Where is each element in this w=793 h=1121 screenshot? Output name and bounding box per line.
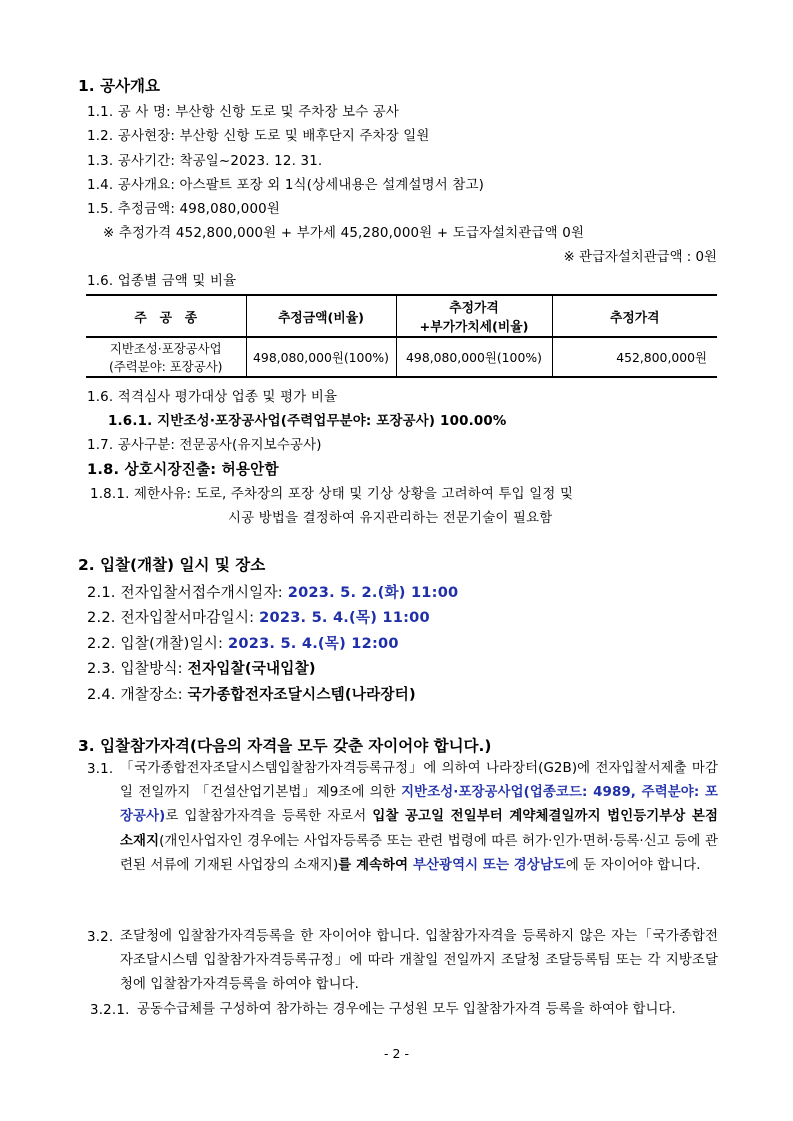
item-3-2-number: 3.2. bbox=[87, 930, 114, 945]
section-1-title: 1. 공사개요 bbox=[78, 77, 160, 95]
estimate-note: ※ 추정가격 452,800,000원 + 부가세 45,280,000원 + 도급자설치관급액 0원 bbox=[103, 226, 585, 241]
item-1-1: 1.1. 공 사 명: 부산항 신항 도로 및 주차장 보수 공사 bbox=[87, 105, 400, 120]
item-3-1-text-h: 에 둔 자이어야 합니다. bbox=[565, 857, 701, 873]
item-3-1-text-f: 를 계속하여 bbox=[338, 857, 413, 873]
item-1-8: 1.8. 상호시장진출: 허용안함 bbox=[87, 461, 279, 478]
item-3-1-license: 지반조성·포장공사업(업종코드: 4989, 주력분야: 포장공사) bbox=[120, 785, 718, 825]
item-2-2-label: 2.2. 전자입찰서마감일시: bbox=[87, 609, 260, 626]
item-3-1-location-requirement: 입찰 공고일 전일부터 계약체결일까지 법인등기부상 본점 소재지 bbox=[120, 809, 719, 849]
cell-price-plus-vat: 498,080,000원(100%) bbox=[396, 337, 552, 377]
item-1-8-1-line2: 시공 방법을 결정하여 유지관리하는 전문기술이 필요함 bbox=[228, 511, 553, 526]
item-2-4-label: 2.4. 개찰장소: bbox=[87, 686, 188, 703]
header-price-plus-vat bbox=[396, 295, 552, 337]
item-3-1-number: 3.1. bbox=[87, 762, 114, 777]
item-2-2b-value: 2023. 5. 4.(목) 12:00 bbox=[228, 635, 399, 652]
item-1-5: 1.5. 추정금액: 498,080,000원 bbox=[87, 202, 281, 217]
cell-work-type bbox=[86, 337, 246, 377]
amount-table bbox=[86, 294, 717, 378]
government-supply-note: ※ 관급자설치관급액 : 0원 bbox=[563, 250, 717, 265]
item-2-3 bbox=[87, 657, 316, 678]
item-2-2b bbox=[87, 632, 399, 653]
item-3-1-text-e: (개인사업자인 경우에는 사업자등록증 또는 관련 법령에 따른 허가·인가·면허·등록·신고 등에 관련된 서류에 기재된 사업장의 소재지) bbox=[120, 833, 718, 873]
table-row bbox=[86, 337, 717, 377]
header-work-type: 주 공 종 bbox=[86, 295, 246, 337]
cell-work-type-line1: 지반조성·포장공사업 bbox=[109, 341, 222, 356]
item-1-6: 1.6. 업종별 금액 및 비율 bbox=[87, 274, 237, 289]
item-1-6-1: 1.6.1. 지반조성·포장공사업(주력업무분야: 포장공사) 100.00% bbox=[108, 414, 507, 429]
item-2-4 bbox=[87, 683, 416, 704]
item-1-6-evaluation: 1.6. 적격심사 평가대상 업종 및 평가 비율 bbox=[87, 390, 338, 405]
item-2-1-label: 2.1. 전자입찰서접수개시일자: bbox=[87, 584, 288, 601]
table-header-row bbox=[86, 295, 717, 337]
item-2-4-value: 국가종합전자조달시스템(나라장터) bbox=[187, 686, 416, 703]
header-estimated-price: 추정가격 bbox=[552, 295, 717, 337]
item-2-2-value: 2023. 5. 4.(목) 11:00 bbox=[259, 609, 430, 626]
item-1-7: 1.7. 공사구분: 전문공사(유지보수공사) bbox=[87, 438, 322, 453]
item-1-2: 1.2. 공사현장: 부산항 신항 도로 및 배후단지 주차장 일원 bbox=[87, 129, 430, 144]
item-1-3: 1.3. 공사기간: 착공일~2023. 12. 31. bbox=[87, 154, 323, 169]
item-2-1 bbox=[87, 581, 458, 602]
cell-estimated-price: 452,800,000원 bbox=[552, 337, 717, 377]
header-price-line2: +부가가치세(비율) bbox=[419, 320, 529, 335]
item-3-1-text-a: 「국가종합전자조달시스템입찰참가자격등록규정」에 의하여 나라장터(G2B)에 전자입찰서제출 마감일 전일까지 「건설산업기본법」제9조에 의한 bbox=[120, 761, 718, 801]
item-2-1-value: 2023. 5. 2.(화) 11:00 bbox=[287, 584, 459, 601]
cell-estimated-amount: 498,080,000원(100%) bbox=[246, 337, 396, 377]
section-3-title: 3. 입찰참가자격(다음의 자격을 모두 갖춘 자이어야 합니다.) bbox=[78, 737, 492, 755]
item-3-2-paragraph: 조달청에 입찰참가자격등록을 한 자이어야 합니다. 입찰참가자격을 등록하지 않은 자는「국가종합전자조달시스템 입찰참가자격등록규정」에 따라 개찰일 전일까지 조달청 조달등록팀 또는 각 지방조달청에 입찰참가자격등록을 하여야 합니다. bbox=[120, 929, 718, 993]
item-2-2 bbox=[87, 606, 430, 627]
item-3-2-1-paragraph: 공동수급체를 구성하여 참가하는 경우에는 구성원 모두 입찰참가자격 등록을 하여야 합니다. bbox=[137, 1002, 676, 1017]
header-estimated-amount: 추정금액(비율) bbox=[246, 295, 396, 337]
item-3-1-region: 부산광역시 또는 경상남도 bbox=[412, 857, 566, 873]
item-2-2b-label: 2.2. 입찰(개찰)일시: bbox=[87, 635, 229, 652]
item-3-2-1-number: 3.2.1. bbox=[90, 1003, 130, 1018]
item-2-3-value: 전자입찰(국내입찰) bbox=[187, 660, 316, 677]
page-number: - 2 - bbox=[384, 1046, 409, 1061]
item-3-1-paragraph bbox=[120, 757, 718, 878]
item-2-3-label: 2.3. 입찰방식: bbox=[87, 660, 188, 677]
item-3-1-text-c: 로 입찰참가자격을 등록한 자로서 bbox=[165, 809, 373, 825]
section-2-title: 2. 입찰(개찰) 일시 및 장소 bbox=[78, 556, 266, 574]
item-1-4: 1.4. 공사개요: 아스팔트 포장 외 1식(상세내용은 설계설명서 참고) bbox=[87, 178, 485, 193]
item-1-8-1-line1: 1.8.1. 제한사유: 도로, 주차장의 포장 상태 및 기상 상황을 고려하여 투입 일정 및 bbox=[90, 487, 574, 502]
header-price-line1: 추정가격 bbox=[449, 301, 499, 316]
cell-work-type-line2: (주력분야: 포장공사) bbox=[108, 359, 223, 374]
